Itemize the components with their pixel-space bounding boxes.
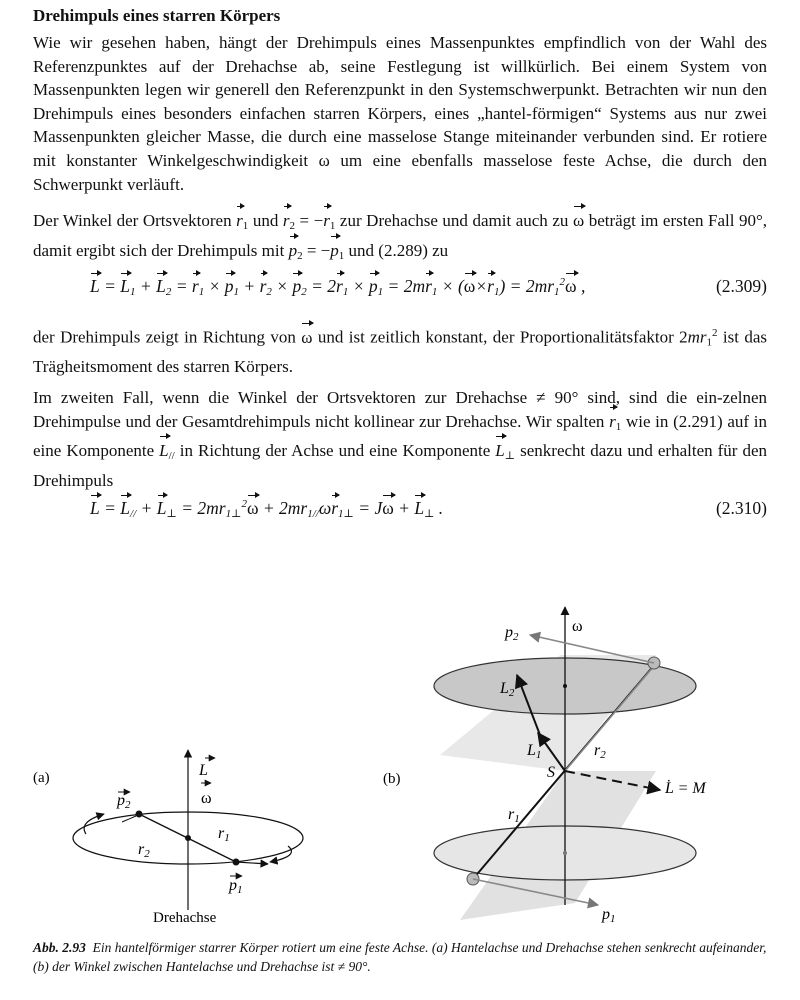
p2-text-a: Der Winkel der Ortsvektoren [33, 211, 232, 230]
label-L1-b: L1 [527, 742, 542, 761]
paragraph-second-case: Im zweiten Fall, wenn die Winkel der Ortsvektoren zur Drehachse ≠ 90° sind, sind die ein-zelnen Drehimpulse und der Gesamtdrehimpuls nicht kollinear zur Drehachse. Wir spalten $r_1$ wie in (2.291) auf in eine Komponente $L_{//}$ in Richtung der Achse und eine Komponente $L_\perp$ senkrecht dazu und erhalten für den Drehimpuls [33, 388, 768, 490]
label-drehachse: Drehachse [153, 910, 217, 926]
label-p1: p1 [229, 877, 243, 896]
p3-text-b: und ist zeitlich konstant, der Proportionalitätsfaktor [317, 327, 674, 347]
label-r2-b: r2 [594, 742, 606, 761]
equation-number-2310: (2.310) [715, 498, 767, 518]
paragraph-direction: der Drehimpuls zeigt in Richtung von ω und ist zeitlich konstant, der Proportionalitätsfaktor $2mr_1^2$ ist das Trägheitsmoment des starren Körpers. [33, 327, 768, 377]
label-r1-b: r1 [508, 806, 520, 825]
p3-text-c: ist das Trägheitsmoment des starren Körpers. [33, 327, 768, 377]
label-S: S [547, 764, 555, 781]
equation-number-2309: (2.309) [715, 276, 767, 296]
p2-text-e: und (2.289) zu [348, 240, 449, 260]
paragraph-intro: Wie wir gesehen haben, hängt der Drehimpuls eines Massenpunktes empfindlich von der Wahl des Referenzpunktes auf der Drehachse ab, seine Festlegung ist willkürlich. Bei einem System von Massenpunkten legen wir generell den Referenzpunkt in den Systemschwerpunkt. Betrachten wir nun den Drehimpuls eines besonders einfachen starren Körpers, eines „hantel-förmigen“ Systems aus nur zwei Massenpunkten gleicher Masse, die durch eine masselose Stange miteinander verbunden sind. Er rotiere mit konstanter Winkelgeschwindigkeit ω um eine ebenfalls masselose feste Achse, die durch den Schwerpunkt verläuft. [33, 33, 767, 194]
equation-2309: $L = L_1 + L_2 = r_1 \times p_1 + r_2 \times p_2 = 2r_1 \times p_1 = 2mr_1 \times (\omega\times r_1) = 2mr_1^2\omega$ , [90, 276, 586, 298]
label-L: L [199, 762, 208, 779]
caption-label: Abb. 2.93 [33, 940, 86, 955]
figure-b-label: (b) [383, 771, 401, 787]
equation-2310: $L = L_{//} + L_\perp = 2mr_{1\perp}^2\omega + 2mr_{1//}\omega r_{1\perp} = J\omega + L_\perp$ . [90, 498, 444, 520]
figure-a [0, 730, 380, 935]
figure-b [370, 595, 790, 930]
label-p1-b: p1 [602, 906, 616, 925]
label-L2-b: L2 [500, 680, 515, 699]
p4-text-d: senkrecht dazu und erhalten für den Drehimpuls [33, 441, 768, 490]
p2-text-d: beträgt im ersten Fall 90°, damit ergibt sich der Drehimpuls mit [33, 211, 768, 260]
p2-text-b: und [252, 211, 279, 230]
p2-text-c: zur Drehachse und damit auch zu [339, 211, 569, 230]
center-point [185, 835, 191, 841]
section-heading: Drehimpuls eines starren Körpers [33, 6, 281, 25]
figure-caption [33, 938, 773, 976]
caption-text: Ein hantelförmiger starrer Körper rotiert um eine feste Achse. (a) Hantelachse und Drehachse stehen senkrecht aufeinander, (b) der Winkel zwischen Hantelachse und Drehachse ist ≠ 90°. [33, 940, 767, 974]
label-p2-b: p2 [505, 624, 519, 643]
figure-a-label: (a) [33, 770, 50, 786]
label-omega-b: ω [572, 618, 583, 635]
label-p2: p2 [117, 792, 131, 811]
label-M: L̇ = M [665, 780, 706, 797]
p4-text-c: in Richtung der Achse und eine Komponente [179, 441, 491, 461]
p4-text-a: Im zweiten Fall, wenn die Winkel der Ortsvektoren zur Drehachse ≠ 90° sind, sind die ein-zelnen Drehimpulse und der Gesamtdrehimpuls nicht kollinear zur Drehachse. Wir spalten [33, 388, 767, 431]
mass-2 [136, 811, 143, 818]
rotation-arrow-left [84, 814, 104, 834]
p3-text-a: der Drehimpuls zeigt in Richtung von [33, 327, 296, 347]
label-r2: r2 [138, 841, 150, 860]
label-omega: ω [201, 790, 212, 807]
p4-text-b: wie in (2.291) auf in eine Komponente [33, 411, 767, 461]
p1-arrow [236, 862, 268, 864]
label-r1: r1 [218, 825, 230, 844]
paragraph-first-case: Der Winkel der Ortsvektoren $r_1$ und $r_2 = -r_1$ zur Drehachse und damit auch zu ω beträgt im ersten Fall 90°, damit ergibt sich der Drehimpuls mit $p_2 = -p_1$ und (2.289) zu [33, 211, 768, 262]
